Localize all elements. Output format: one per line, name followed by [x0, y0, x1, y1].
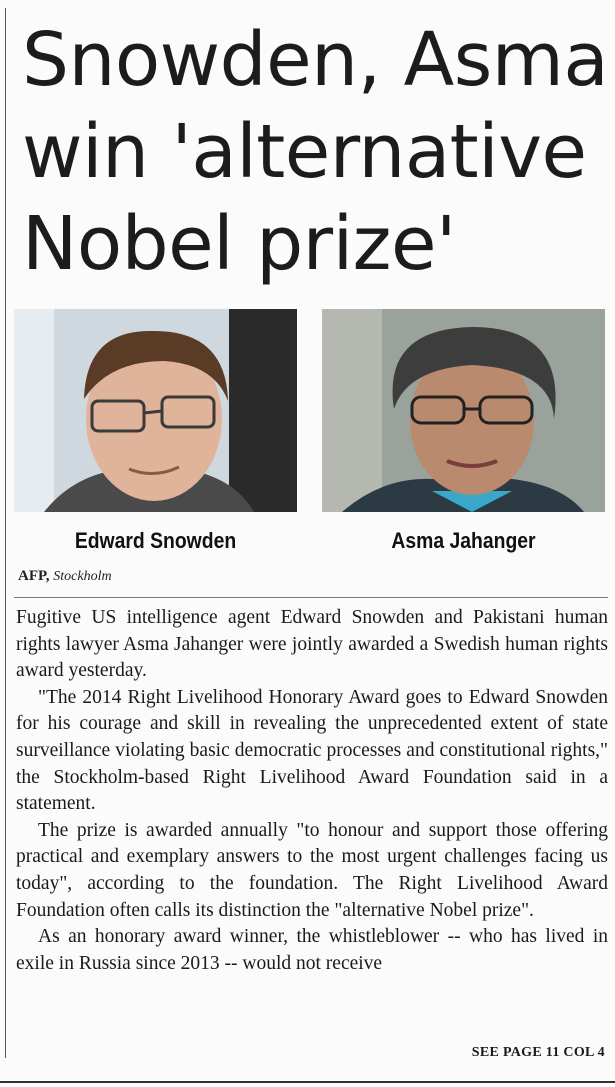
bottom-rule — [0, 1081, 615, 1083]
portrait-photo-jahanger — [322, 309, 605, 512]
dateline-agency: AFP, — [18, 568, 50, 584]
divider — [14, 597, 608, 598]
dateline — [18, 568, 112, 585]
article-paragraph: As an honorary award winner, the whistleblower -- who has lived in exile in Russia since 2013 -- would not receive — [16, 926, 608, 974]
dateline-place: Stockholm — [53, 569, 112, 584]
article-paragraph: "The 2014 Right Livelihood Honorary Award goes to Edward Snowden for his courage and skill in revealing the unprecedented extent of state surveillance violating basic democratic processes and constitutional rights," the Stockholm-based Right Livelihood Award Foundation said in a statement. — [16, 686, 608, 815]
article-body — [16, 605, 608, 977]
column-rule-left — [5, 8, 6, 1058]
article-paragraph: The prize is awarded annually "to honour and support those offering practical and exemplary answers to the most urgent challenges facing us today", according to the foundation. The Right Livelihood Award Foundation often calls its distinction the "alternative Nobel prize". — [16, 819, 608, 921]
photo-caption-snowden: Edward Snowden — [74, 528, 237, 553]
headline: Snowden, Asma win 'alternative Nobel prize' — [22, 17, 609, 287]
portrait-photo-snowden — [14, 309, 297, 512]
continuation-jump: SEE PAGE 11 COL 4 — [471, 1045, 605, 1060]
photo-caption-jahanger: Asma Jahanger — [391, 528, 536, 553]
article-paragraph: Fugitive US intelligence agent Edward Snowden and Pakistani human rights lawyer Asma Jahanger were jointly awarded a Swedish human rights award yesterday. — [16, 607, 608, 682]
